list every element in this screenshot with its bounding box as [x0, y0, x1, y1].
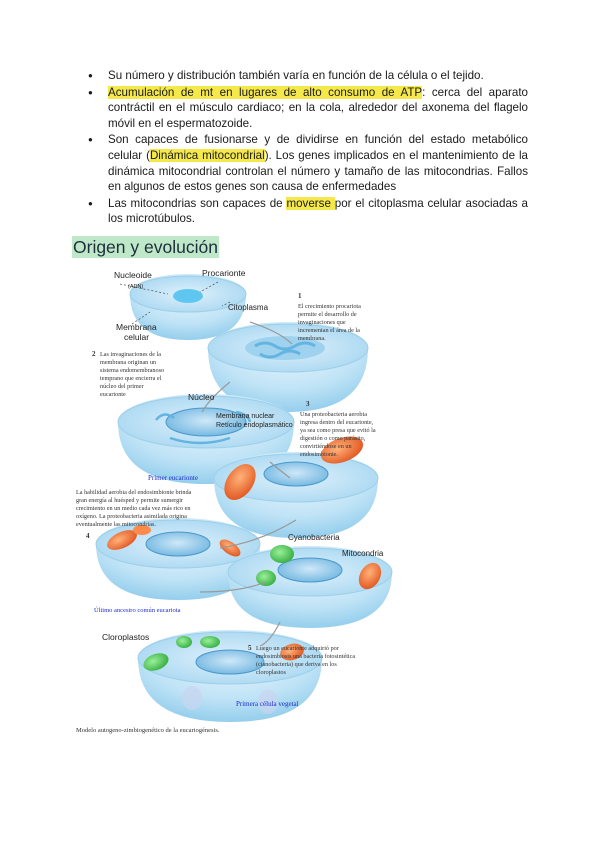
step-5-line: Luego un eucarionte adquirió por: [256, 645, 339, 652]
step-1-number: 1: [298, 292, 302, 300]
step-3b-line: eventualmente las mitocondrias.: [76, 521, 156, 528]
label-cyanobacteria: Cyanobacteria: [288, 533, 340, 542]
eukaryogenesis-diagram: [60, 262, 540, 742]
step-3-line: convirtiéndose en un: [300, 443, 352, 450]
step-3b-line: gran energía al huésped y permite sumergir: [76, 497, 183, 504]
step-3-line: Una proteobacteria aerobia: [300, 411, 367, 418]
step-3b-line: La habilidad aerobia del endosimbionte brinda: [76, 489, 192, 496]
bullet-item: [108, 132, 528, 194]
step-5-line: endosimbiosis una bacteria fotosintética: [256, 653, 356, 660]
bullet-text: por el citoplasma celular asociadas a los microtúbulos.: [108, 196, 528, 226]
bullet-text: Las mitocondrias son capaces de: [108, 196, 287, 210]
step-1-line: invaginaciones que: [298, 319, 346, 326]
step-2-line: temprano que encierra el: [100, 375, 162, 382]
step-1-line: El crecimiento procariota: [298, 303, 361, 310]
bullet-item: [108, 196, 528, 227]
step-5-line: (cianobacteria) que deriva en los: [256, 661, 337, 668]
step-2-line: Las invaginaciones de la: [100, 351, 161, 358]
label-citoplasma: Citoplasma: [228, 303, 269, 312]
figure-caption: Modelo autogeno-zimbiogenético de la eucariogénesis.: [76, 727, 220, 734]
label-membrana-nuclear: Membrana nuclear: [216, 413, 275, 420]
highlighted-text: Dinámica mitocondrial: [149, 148, 265, 162]
bullet-text: ). Los genes implicados en el mantenimiento de la dinámica mitocondrial controlan el número y tamaño de las mitocondrias. Fallos en algunos de estos genes son causa de enfermedades: [108, 148, 528, 194]
step-3-line: ingresa dentro del eucarionte,: [300, 419, 374, 426]
step-1-line: permite el desarrollo de: [298, 311, 357, 318]
step-2-line: sistema endomembranoso: [100, 367, 165, 374]
highlighted-text: Acumulación de mt en lugares de alto consumo de ATP: [108, 85, 423, 99]
bullet-text: Su número y distribución también varía en función de la célula o el tejido.: [108, 69, 484, 82]
highlighted-text: moverse: [286, 196, 335, 210]
label-adn: (ADN): [128, 284, 144, 290]
step-2-number: 2: [92, 350, 96, 358]
label-nucleoide: Nucleoide: [114, 270, 152, 280]
label-cloroplastos: Cloroplastos: [102, 632, 150, 642]
step-5-line: cloroplastos: [256, 669, 286, 676]
step-5-number: 5: [248, 644, 252, 652]
step-2-line: eucarionte: [100, 391, 126, 398]
label-mitocondria: Mitocondria: [342, 549, 384, 558]
nucleoide-shape: [173, 289, 203, 303]
step-3b-line: oxígeno. La proteobacteria asimilada origina: [76, 513, 187, 520]
section-heading: Origen y evolución: [73, 237, 218, 257]
label-primer-eucarionte: Primer eucarionte: [148, 474, 198, 482]
cell-vegetal: [138, 630, 322, 722]
bullet-list: [0, 68, 600, 227]
step-3-line: ya sea como presa que evitó la: [300, 427, 376, 434]
bullet-text: Son capaces de fusionarse y de dividirse en función del estado metabólico celular (: [108, 133, 528, 162]
step-3b-line: crecimiento en un medio cada vez más rico en: [76, 505, 191, 512]
step-3-line: digestión o como parásito,: [300, 435, 366, 442]
label-nucleo: Núcleo: [188, 392, 215, 402]
bullet-item: [108, 85, 528, 132]
label-ultimo-ancestro: Último ancestro común eucariota: [94, 607, 181, 614]
label-membrana-2: celular: [124, 332, 150, 342]
step-2-line: membrana originan un: [100, 359, 157, 366]
label-procarionte: Procarionte: [202, 268, 246, 278]
bullet-item: [108, 68, 528, 84]
bullet-text: : cerca del aparato contráctil en el músculo cardiaco; en la cola, alrededor del axonema del flagelo móvil en el espermatozoide.: [108, 85, 529, 130]
step-2-line: núcleo del primer: [100, 383, 144, 390]
label-reticulo: Retículo endoplasmático: [216, 422, 293, 429]
step-2-text: [100, 351, 166, 398]
label-primera-celula: Primera célula vegetal: [236, 700, 299, 708]
step-3-line: endosimbionte.: [300, 451, 338, 458]
label-membrana-1: Membrana: [116, 322, 157, 332]
step-1-line: membrana.: [298, 335, 326, 342]
step-4-number: 4: [86, 532, 90, 540]
step-1-line: incrementan el área de la: [298, 327, 360, 334]
step-3-number: 3: [306, 400, 310, 408]
